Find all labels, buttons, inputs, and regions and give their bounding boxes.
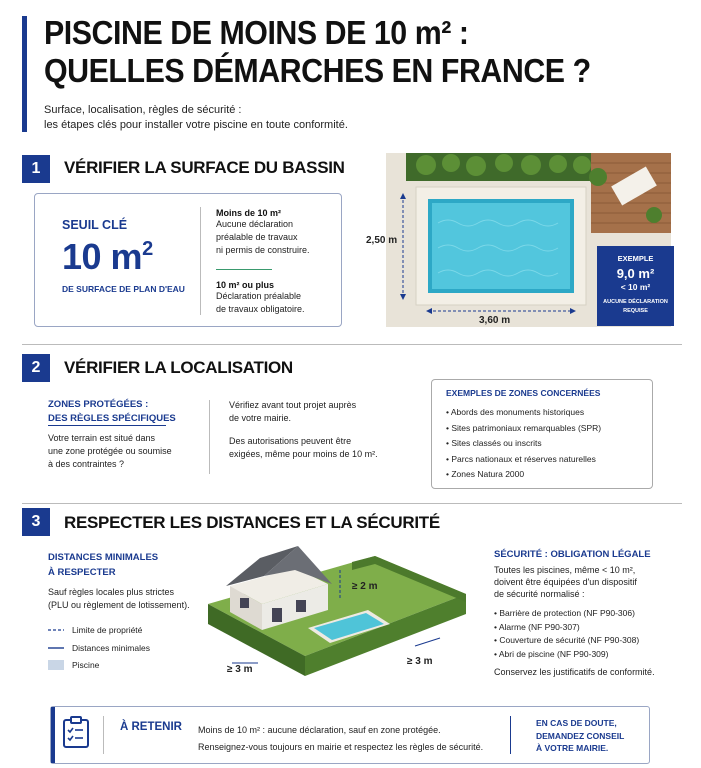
pool-height-label: 2,50 m <box>366 235 398 246</box>
seuil-value: 10 $m^2$ <box>62 236 153 277</box>
seuil-caption: DE SURFACE DE PLAN D'EAU <box>62 284 185 294</box>
card-divider <box>200 207 201 315</box>
case-under-10: Moins de 10 m² Aucune déclaration préalable de travaux ni permis de construire. <box>216 208 310 255</box>
zone-example-item: • Sites patrimoniaux remarquables (SPR) <box>446 422 602 433</box>
seuil-label: SEUIL CLÉ <box>62 218 128 232</box>
legend-min-distance: Distances minimales <box>72 643 150 653</box>
section3-title: RESPECTER LES DISTANCES ET LA SÉCURITÉ <box>64 513 440 532</box>
security-title: SÉCURITÉ : OBLIGATION LÉGALE <box>494 549 651 560</box>
section-divider <box>22 503 682 504</box>
legend-property-limit: Limite de propriété <box>72 625 143 635</box>
distance-2m-label: ≥ 2 m <box>352 581 378 592</box>
example-badge: EXEMPLE 9,0 m² < 10 m² AUCUNE DÉCLARATION REQUISE <box>597 246 674 326</box>
retenir-text: Moins de 10 m² : aucune déclaration, sauf en zone protégée. Renseignez-vous toujours en mairie et respectez les règles de sécurité. <box>198 725 484 752</box>
zones-divider <box>209 400 210 474</box>
zone-example-item: • Zones Natura 2000 <box>446 469 525 479</box>
zone-example-item: • Parcs nationaux et réserves naturelles <box>446 453 596 464</box>
zone-example-item: • Abords des monuments historiques <box>446 407 585 417</box>
section1-title: VÉRIFIER LA SURFACE DU BASSIN <box>64 158 345 177</box>
zones-underline <box>48 425 166 426</box>
case-separator <box>216 269 272 270</box>
security-list <box>494 607 639 661</box>
distance-3m-right-label: ≥ 3 m <box>407 656 433 667</box>
security-item: • Barrière de protection (NF P90-306) <box>494 608 635 618</box>
title-accent-bar <box>22 16 27 132</box>
section2-title: VÉRIFIER LA LOCALISATION <box>64 358 293 377</box>
zones-title: ZONES PROTÉGÉES : DES RÈGLES SPÉCIFIQUES <box>48 399 176 424</box>
checklist-icon <box>62 716 90 753</box>
security-item: • Alarme (NF P90-307) <box>494 621 580 632</box>
distances-text: Sauf règles locales plus strictes (PLU ou règlement de lotissement). <box>48 587 190 610</box>
security-text: Toutes les piscines, même < 10 m², doivent être équipées d'un dispositif de sécurité normalisé : <box>494 565 637 599</box>
section3-number: 3 <box>22 508 50 536</box>
distances-title: DISTANCES MINIMALES À RESPECTER <box>48 552 159 578</box>
section-divider <box>22 344 682 345</box>
retenir-label: À RETENIR <box>120 721 182 733</box>
distance-3m-left-label: ≥ 3 m <box>227 664 253 675</box>
retenir-divider <box>103 716 104 754</box>
pool-width-label: 3,60 m <box>479 315 511 326</box>
zones-examples-card: EXEMPLES DE ZONES CONCERNÉES • Abords des monuments historiques • Sites patrimoniaux remarquables (SPR) • Sites classés ou inscrits • Parcs nationaux et réserves naturelles • Zones Natura 2000 <box>431 379 653 489</box>
zone-example-item: • Sites classés ou inscrits <box>446 438 542 448</box>
verify-text: Vérifiez avant tout projet auprès de votre mairie. Des autorisations peuvent être exigées, même pour moins de 10 m². <box>229 400 378 459</box>
doubt-callout: EN CAS DE DOUTE, DEMANDEZ CONSEIL À VOTRE MAIRIE. <box>536 718 625 753</box>
page-title: PISCINE DE MOINS DE 10 m² : QUELLES DÉMARCHES EN FRANCE ? <box>44 14 591 89</box>
section1-number: 1 <box>22 155 50 183</box>
page-subtitle: Surface, localisation, règles de sécurité : les étapes clés pour installer votre piscine en toute conformité. <box>44 104 348 131</box>
doubt-divider <box>510 716 511 754</box>
case-over-10: 10 m² ou plus Déclaration préalable de travaux obligatoire. <box>216 280 305 314</box>
zones-text: Votre terrain est situé dans une zone protégée ou soumise à des contraintes ? <box>48 433 172 469</box>
legend-pool: Piscine <box>48 660 99 670</box>
security-footer: Conservez les justificatifs de conformité. <box>494 667 655 677</box>
section2-number: 2 <box>22 354 50 382</box>
security-item: • Couverture de sécurité (NF P90-308) <box>494 635 640 646</box>
security-item: • Abri de piscine (NF P90-309) <box>494 648 609 659</box>
